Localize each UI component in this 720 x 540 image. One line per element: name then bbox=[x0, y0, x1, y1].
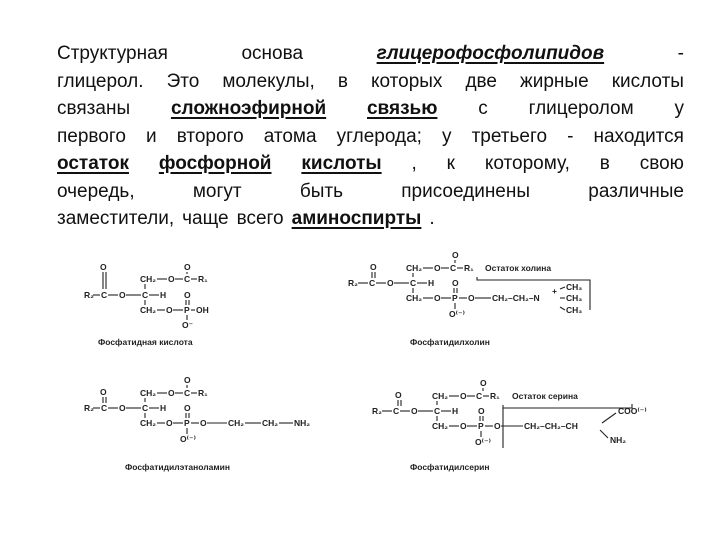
bond bbox=[560, 307, 565, 310]
word: жирные bbox=[520, 70, 589, 92]
atom-ch2-bot: CH₂ bbox=[432, 421, 449, 431]
word: атома bbox=[263, 125, 317, 147]
atom-ch3-c: CH₃ bbox=[566, 305, 583, 315]
word: глицерол. bbox=[57, 70, 144, 92]
bond bbox=[560, 287, 565, 289]
atom-c-top: C bbox=[450, 263, 457, 273]
word: связаны bbox=[57, 98, 131, 119]
word: очередь, bbox=[57, 180, 135, 202]
atom-ch2-top: CH₂ bbox=[406, 263, 423, 273]
atom-ch2-top: CH₂ bbox=[140, 274, 157, 284]
word: молекулы, bbox=[222, 70, 315, 92]
atom-o-double-1: O bbox=[370, 262, 377, 272]
atom-h: H bbox=[160, 403, 167, 413]
word: к bbox=[446, 153, 455, 174]
word: у bbox=[442, 125, 452, 147]
atom-o1: O bbox=[119, 290, 126, 300]
caption-phosphatidylserine: Фосфатидилсерин bbox=[410, 462, 490, 472]
atom-h: H bbox=[160, 290, 167, 300]
atom-p: P bbox=[452, 293, 458, 303]
atom-c-top: C bbox=[184, 274, 191, 284]
atom-o-ester: O bbox=[200, 418, 207, 428]
atom-nh2: NH₂ bbox=[294, 418, 311, 428]
key-term: кислоты bbox=[301, 153, 382, 174]
atom-n-plus: + bbox=[552, 286, 557, 296]
atom-p: P bbox=[478, 421, 484, 431]
atom-o-ester: O bbox=[468, 293, 475, 303]
atom-o-double-2: O bbox=[184, 375, 191, 385]
word: у bbox=[674, 98, 684, 119]
atom-h: H bbox=[452, 406, 459, 416]
phosphatidylcholine-structure bbox=[348, 250, 590, 347]
atom-o1: O bbox=[411, 406, 418, 416]
atom-c-top: C bbox=[476, 391, 483, 401]
atom-o-double-2: O bbox=[184, 262, 191, 272]
atom-p: P bbox=[184, 305, 190, 315]
word: третьего bbox=[471, 125, 548, 147]
word: в bbox=[337, 70, 348, 92]
word: две bbox=[465, 70, 498, 92]
word: различные bbox=[588, 180, 684, 202]
atom-o-ester: O bbox=[494, 421, 501, 431]
atom-c-top: C bbox=[184, 388, 191, 398]
atom-o-top: O bbox=[434, 263, 441, 273]
atom-c2: C bbox=[142, 403, 149, 413]
word: присоединены bbox=[401, 180, 531, 202]
atom-ch3-b: CH₃ bbox=[566, 293, 583, 303]
word: с bbox=[478, 98, 488, 119]
residue-label-choline: Остаток холина bbox=[485, 263, 552, 273]
word: углерода; bbox=[336, 125, 422, 147]
atom-c2: C bbox=[434, 406, 441, 416]
bond bbox=[600, 430, 608, 438]
word: основа bbox=[241, 43, 304, 64]
word: второго bbox=[176, 125, 244, 147]
atom-r1: R₁ bbox=[490, 391, 500, 401]
atom-chain-serine: CH₂–CH₂–CH bbox=[524, 421, 578, 431]
atom-r2: R₂ bbox=[348, 278, 358, 288]
atom-ch2-bot: CH₂ bbox=[140, 418, 157, 428]
word: - bbox=[567, 125, 574, 147]
atom-o-dbl-p: O bbox=[478, 406, 485, 416]
atom-r1: R₁ bbox=[198, 274, 208, 284]
caption-phosphatidylethanolamine: Фосфатидилэтаноламин bbox=[125, 462, 230, 472]
word: свою bbox=[639, 153, 684, 174]
atom-o-double-1: O bbox=[100, 387, 107, 397]
atom-chain-choline: CH₂–CH₂–N bbox=[492, 293, 540, 303]
atom-o-bot: O bbox=[460, 421, 467, 431]
atom-ch2-top: CH₂ bbox=[140, 388, 157, 398]
atom-o-minus: O⁽⁻⁾ bbox=[180, 434, 196, 444]
atom-c1: C bbox=[101, 403, 108, 413]
word: чаще bbox=[182, 208, 229, 229]
atom-ch3-a: CH₃ bbox=[566, 282, 583, 292]
word: кислоты bbox=[611, 70, 684, 92]
phosphatidylethanolamine-structure bbox=[84, 375, 310, 472]
atom-h: H bbox=[428, 278, 435, 288]
atom-o-bot: O bbox=[166, 418, 173, 428]
word: . bbox=[429, 208, 435, 229]
word: находится bbox=[593, 125, 684, 147]
word: , bbox=[411, 153, 417, 174]
atom-c1: C bbox=[369, 278, 376, 288]
word: Структурная bbox=[57, 43, 168, 64]
phosphatidic-acid-structure bbox=[84, 262, 209, 347]
atom-ch2-bot: CH₂ bbox=[140, 305, 157, 315]
word: - bbox=[677, 43, 684, 64]
word: Это bbox=[166, 70, 200, 92]
atom-o-bot: O bbox=[434, 293, 441, 303]
atom-c2: C bbox=[142, 290, 149, 300]
atom-o-dbl-p: O bbox=[184, 403, 191, 413]
atom-c1: C bbox=[101, 290, 108, 300]
word: в bbox=[599, 153, 610, 174]
atom-o1: O bbox=[119, 403, 126, 413]
atom-p: P bbox=[184, 418, 190, 428]
key-term: аминоспирты bbox=[291, 208, 422, 229]
key-term: фосфорной bbox=[158, 153, 272, 174]
word: заместители, bbox=[57, 208, 175, 229]
atom-o-top: O bbox=[168, 274, 175, 284]
key-term: остаток bbox=[57, 153, 129, 174]
atom-ch2-bot: CH₂ bbox=[406, 293, 423, 303]
atom-o1: O bbox=[387, 278, 394, 288]
word: первого bbox=[57, 125, 126, 147]
atom-o-double-2: O bbox=[452, 250, 459, 260]
atom-o-double-1: O bbox=[100, 262, 107, 272]
atom-o-double-1: O bbox=[395, 390, 402, 400]
word: и bbox=[146, 125, 157, 147]
key-term: глицерофосфолипидов bbox=[376, 43, 605, 64]
word: глицеролом bbox=[528, 98, 634, 119]
atom-r2: R₂ bbox=[84, 290, 94, 300]
atom-r1: R₁ bbox=[198, 388, 208, 398]
key-term: связью bbox=[366, 98, 438, 119]
atom-r2: R₂ bbox=[372, 406, 382, 416]
atom-r2: R₂ bbox=[84, 403, 94, 413]
atom-o-dbl-p: O bbox=[184, 290, 191, 300]
atom-o-bot: O bbox=[166, 305, 173, 315]
word: которому, bbox=[484, 153, 570, 174]
word: которых bbox=[370, 70, 443, 92]
atom-ch2-a: CH₂ bbox=[228, 418, 245, 428]
atom-o-minus: O⁻ bbox=[182, 320, 194, 330]
atom-o-minus: O⁽⁻⁾ bbox=[449, 309, 465, 319]
caption-phosphatidic-acid: Фосфатидная кислота bbox=[98, 337, 193, 347]
atom-o-minus: O⁽⁻⁾ bbox=[475, 437, 491, 447]
atom-c1: C bbox=[393, 406, 400, 416]
atom-c2: C bbox=[410, 278, 417, 288]
atom-coo: COO⁽⁻⁾ bbox=[618, 406, 647, 416]
word: быть bbox=[299, 180, 343, 202]
atom-oh: OH bbox=[196, 305, 209, 315]
bond bbox=[602, 413, 616, 423]
word: могут bbox=[192, 180, 242, 202]
atom-o-top: O bbox=[168, 388, 175, 398]
atom-ch2-top: CH₂ bbox=[432, 391, 449, 401]
atom-o-double-2: O bbox=[480, 378, 487, 388]
word: всего bbox=[236, 208, 284, 229]
atom-o-dbl-p: O bbox=[452, 278, 459, 288]
residue-label-serine: Остаток серина bbox=[512, 391, 578, 401]
atom-nh2: NH₂ bbox=[610, 435, 627, 445]
atom-o-top: O bbox=[460, 391, 467, 401]
atom-ch2-b: CH₂ bbox=[262, 418, 279, 428]
residue-bracket bbox=[503, 404, 632, 408]
caption-phosphatidylcholine: Фосфатидилхолин bbox=[410, 337, 490, 347]
phosphatidylserine-structure bbox=[372, 378, 647, 472]
atom-r1: R₁ bbox=[464, 263, 474, 273]
key-term: сложноэфирной bbox=[170, 98, 327, 119]
